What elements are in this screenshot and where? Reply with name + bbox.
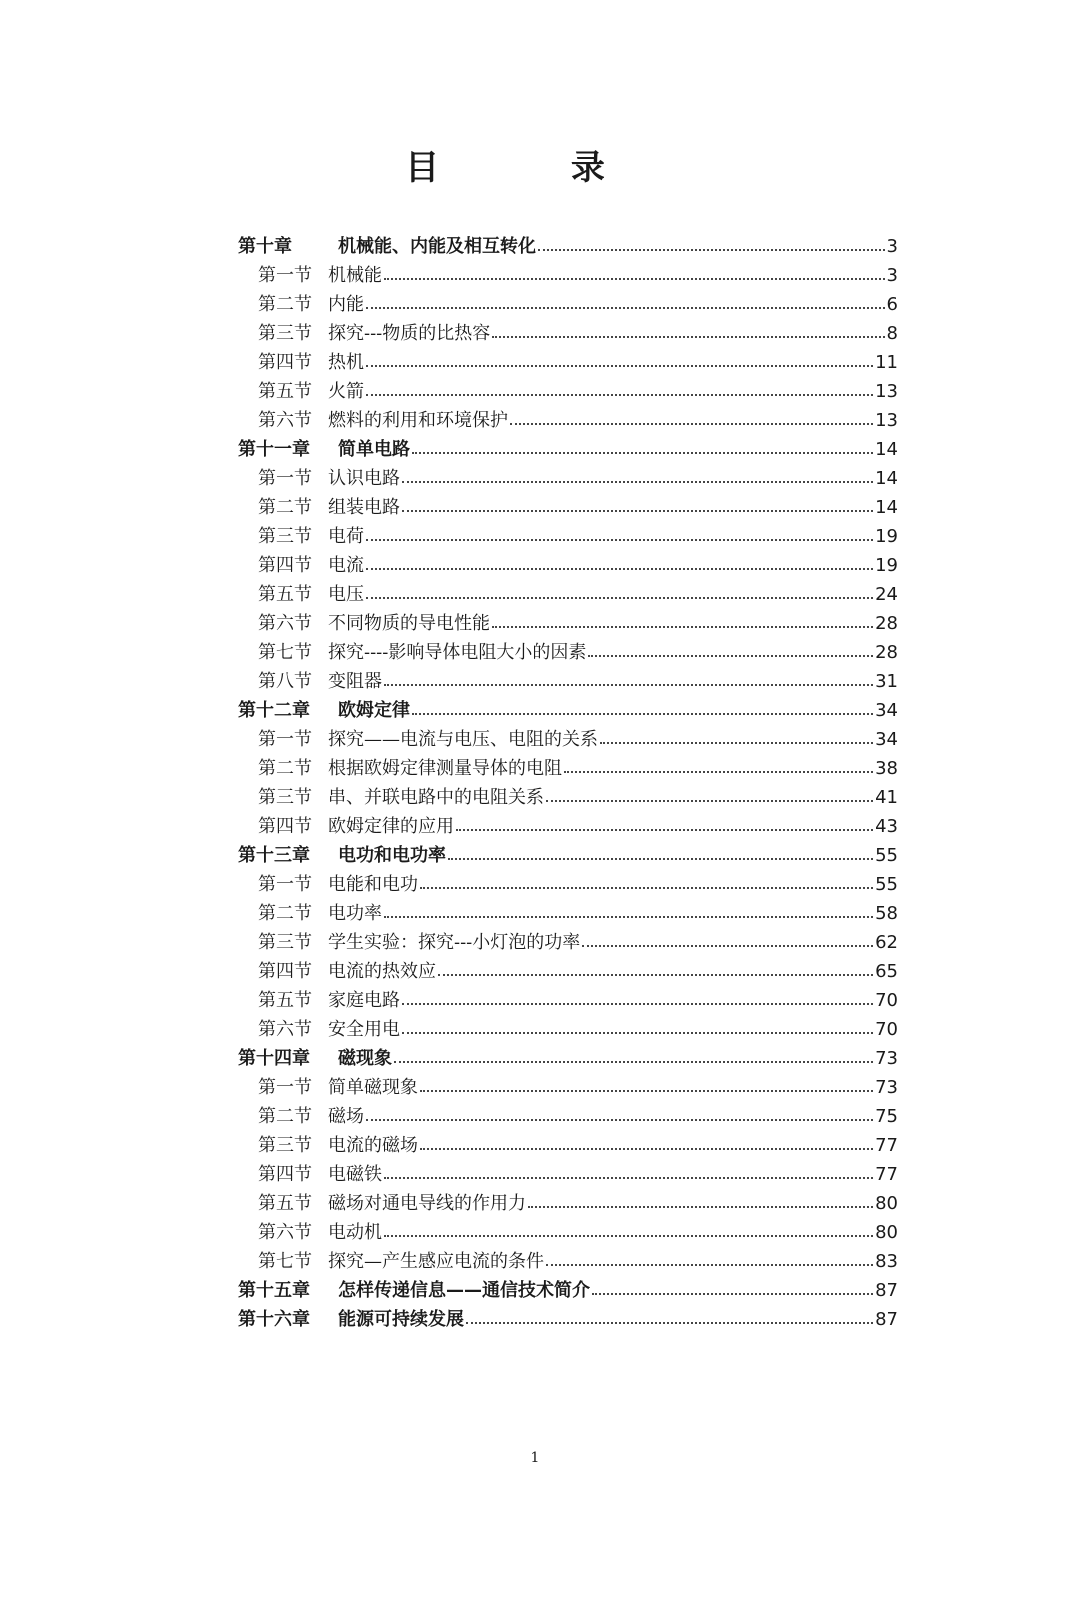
dot-leader <box>564 754 873 773</box>
dot-leader <box>402 986 873 1005</box>
toc-entry-page-number: 38 <box>875 758 898 779</box>
toc-entry-page-number: 77 <box>875 1135 898 1156</box>
toc-section-entry <box>238 1131 898 1160</box>
toc-entry-page-number: 73 <box>875 1048 898 1069</box>
toc-entry-page-number: 28 <box>875 642 898 663</box>
toc-chapter-entry <box>238 1305 898 1334</box>
toc-entry-page-number: 58 <box>875 903 898 924</box>
toc-entry-page-number: 80 <box>875 1193 898 1214</box>
toc-section-entry <box>238 1102 898 1131</box>
toc-section-entry <box>238 493 898 522</box>
toc-entry-number: 第一节 <box>258 265 312 286</box>
toc-section-entry <box>238 522 898 551</box>
toc-section-entry <box>238 899 898 928</box>
toc-entry-title: 变阻器 <box>328 671 382 692</box>
dot-leader <box>366 522 873 541</box>
dot-leader <box>384 1218 873 1237</box>
dot-leader <box>438 957 873 976</box>
dot-leader <box>546 783 873 802</box>
toc-chapter-entry <box>238 841 898 870</box>
dot-leader <box>448 841 873 860</box>
toc-section-entry <box>238 957 898 986</box>
toc-entry-number: 第三节 <box>258 932 312 953</box>
toc-entry-page-number: 55 <box>875 845 898 866</box>
toc-entry-title: 电动机 <box>328 1222 382 1243</box>
toc-entry-page-number: 24 <box>875 584 898 605</box>
toc-section-entry <box>238 667 898 696</box>
toc-entry-number: 第四节 <box>258 352 312 373</box>
toc-section-entry <box>238 1015 898 1044</box>
dot-leader <box>420 870 873 889</box>
dot-leader <box>592 1276 873 1295</box>
toc-entry-page-number: 43 <box>875 816 898 837</box>
dot-leader <box>366 290 885 309</box>
toc-entry-title: 欧姆定律 <box>338 700 410 721</box>
dot-leader <box>420 1073 873 1092</box>
toc-section-entry <box>238 986 898 1015</box>
toc-entry-page-number: 19 <box>875 555 898 576</box>
dot-leader <box>600 725 873 744</box>
toc-entry-title: 电磁铁 <box>328 1164 382 1185</box>
toc-entry-title: 磁场对通电导线的作用力 <box>328 1193 526 1214</box>
toc-entry-number: 第六节 <box>258 1222 312 1243</box>
toc-section-entry <box>238 406 898 435</box>
toc-entry-number: 第十三章 <box>238 845 310 866</box>
dot-leader <box>366 348 873 367</box>
toc-entry-number: 第七节 <box>258 642 312 663</box>
toc-entry-page-number: 13 <box>875 410 898 431</box>
toc-entry-title: 电荷 <box>328 526 364 547</box>
dot-leader <box>466 1305 873 1324</box>
toc-entry-title: 磁场 <box>328 1106 364 1127</box>
toc-entry-number: 第八节 <box>258 671 312 692</box>
toc-entry-title: 机械能 <box>328 265 382 286</box>
toc-entry-title: 燃料的利用和环境保护 <box>328 410 508 431</box>
toc-entry-page-number: 3 <box>886 236 898 257</box>
toc-entry-title: 组装电路 <box>328 497 400 518</box>
toc-entry-title: 电流的磁场 <box>328 1135 418 1156</box>
dot-leader <box>412 696 873 715</box>
toc-entry-title: 安全用电 <box>328 1019 400 1040</box>
toc-entry-title: 探究——电流与电压、电阻的关系 <box>328 729 598 750</box>
toc-entry-page-number: 14 <box>875 497 898 518</box>
toc-entry-number: 第十一章 <box>238 439 310 460</box>
dot-leader <box>384 899 873 918</box>
dot-leader <box>366 377 873 396</box>
toc-section-entry <box>238 1073 898 1102</box>
toc-entry-number: 第十五章 <box>238 1280 310 1301</box>
toc-entry-page-number: 55 <box>875 874 898 895</box>
toc-entry-number: 第二节 <box>258 903 312 924</box>
toc-entry-page-number: 8 <box>886 323 898 344</box>
toc-entry-number: 第二节 <box>258 758 312 779</box>
toc-entry-number: 第二节 <box>258 294 312 315</box>
toc-section-entry <box>238 1160 898 1189</box>
toc-entry-page-number: 6 <box>886 294 898 315</box>
dot-leader <box>582 928 873 947</box>
toc-entry-title: 家庭电路 <box>328 990 400 1011</box>
toc-section-entry <box>238 551 898 580</box>
dot-leader <box>366 580 873 599</box>
toc-section-entry <box>238 261 898 290</box>
dot-leader <box>492 319 884 338</box>
toc-section-entry <box>238 870 898 899</box>
toc-entry-title: 内能 <box>328 294 364 315</box>
page-title: 目 录 <box>405 148 665 188</box>
toc-entry-title: 根据欧姆定律测量导体的电阻 <box>328 758 562 779</box>
dot-leader <box>394 1044 873 1063</box>
dot-leader <box>538 232 885 251</box>
toc-entry-number: 第四节 <box>258 816 312 837</box>
dot-leader <box>384 667 873 686</box>
toc-entry-title: 热机 <box>328 352 364 373</box>
toc-entry-title: 探究—产生感应电流的条件 <box>328 1251 544 1272</box>
toc-entry-number: 第六节 <box>258 410 312 431</box>
toc-chapter-entry <box>238 1044 898 1073</box>
toc-chapter-entry <box>238 232 898 261</box>
table-of-contents <box>238 232 898 1334</box>
toc-section-entry <box>238 377 898 406</box>
toc-entry-number: 第六节 <box>258 1019 312 1040</box>
toc-section-entry <box>238 638 898 667</box>
dot-leader <box>510 406 873 425</box>
toc-entry-page-number: 14 <box>875 439 898 460</box>
toc-entry-page-number: 77 <box>875 1164 898 1185</box>
toc-entry-number: 第四节 <box>258 961 312 982</box>
dot-leader <box>528 1189 873 1208</box>
toc-entry-title: 认识电路 <box>328 468 400 489</box>
toc-entry-number: 第二节 <box>258 497 312 518</box>
dot-leader <box>402 493 873 512</box>
toc-entry-title: 电流的热效应 <box>328 961 436 982</box>
toc-entry-page-number: 11 <box>875 352 898 373</box>
toc-entry-page-number: 19 <box>875 526 898 547</box>
toc-entry-page-number: 70 <box>875 990 898 1011</box>
toc-entry-title: 能源可持续发展 <box>338 1309 464 1330</box>
toc-entry-number: 第十四章 <box>238 1048 310 1069</box>
toc-entry-title: 怎样传递信息——通信技术简介 <box>338 1280 590 1301</box>
toc-entry-page-number: 3 <box>886 265 898 286</box>
toc-entry-title: 串、并联电路中的电阻关系 <box>328 787 544 808</box>
page-number: 1 <box>530 1450 540 1466</box>
toc-entry-number: 第三节 <box>258 323 312 344</box>
dot-leader <box>402 1015 873 1034</box>
dot-leader <box>546 1247 873 1266</box>
toc-section-entry <box>238 1218 898 1247</box>
toc-entry-page-number: 80 <box>875 1222 898 1243</box>
toc-section-entry <box>238 348 898 377</box>
toc-entry-page-number: 87 <box>875 1309 898 1330</box>
toc-section-entry <box>238 580 898 609</box>
toc-entry-number: 第一节 <box>258 874 312 895</box>
toc-entry-number: 第一节 <box>258 729 312 750</box>
toc-section-entry <box>238 754 898 783</box>
toc-entry-page-number: 62 <box>875 932 898 953</box>
toc-section-entry <box>238 290 898 319</box>
dot-leader <box>384 261 885 280</box>
toc-entry-number: 第十六章 <box>238 1309 310 1330</box>
dot-leader <box>492 609 873 628</box>
dot-leader <box>588 638 873 657</box>
toc-entry-number: 第十章 <box>238 236 292 257</box>
toc-chapter-entry <box>238 1276 898 1305</box>
toc-entry-title: 火箭 <box>328 381 364 402</box>
toc-entry-number: 第四节 <box>258 1164 312 1185</box>
toc-entry-title: 电功和电功率 <box>338 845 446 866</box>
toc-section-entry <box>238 725 898 754</box>
toc-entry-number: 第五节 <box>258 584 312 605</box>
toc-chapter-entry <box>238 696 898 725</box>
dot-leader <box>366 1102 873 1121</box>
toc-chapter-entry <box>238 435 898 464</box>
toc-entry-number: 第五节 <box>258 381 312 402</box>
toc-entry-page-number: 73 <box>875 1077 898 1098</box>
toc-entry-number: 第三节 <box>258 1135 312 1156</box>
toc-entry-number: 第七节 <box>258 1251 312 1272</box>
toc-entry-title: 不同物质的导电性能 <box>328 613 490 634</box>
toc-entry-title: 电压 <box>328 584 364 605</box>
toc-entry-number: 第三节 <box>258 787 312 808</box>
toc-entry-number: 第六节 <box>258 613 312 634</box>
dot-leader <box>366 551 873 570</box>
toc-section-entry <box>238 1247 898 1276</box>
toc-entry-page-number: 87 <box>875 1280 898 1301</box>
toc-entry-title: 欧姆定律的应用 <box>328 816 454 837</box>
dot-leader <box>456 812 873 831</box>
toc-entry-page-number: 83 <box>875 1251 898 1272</box>
toc-entry-page-number: 41 <box>875 787 898 808</box>
toc-entry-title: 探究----影响导体电阻大小的因素 <box>328 642 587 663</box>
dot-leader <box>402 464 873 483</box>
toc-entry-title: 学生实验：探究---小灯泡的功率 <box>328 932 581 953</box>
toc-section-entry <box>238 783 898 812</box>
toc-entry-number: 第十二章 <box>238 700 310 721</box>
toc-entry-title: 磁现象 <box>338 1048 392 1069</box>
toc-entry-number: 第三节 <box>258 526 312 547</box>
toc-entry-page-number: 13 <box>875 381 898 402</box>
toc-entry-number: 第一节 <box>258 1077 312 1098</box>
toc-entry-page-number: 75 <box>875 1106 898 1127</box>
toc-entry-number: 第五节 <box>258 1193 312 1214</box>
toc-entry-page-number: 65 <box>875 961 898 982</box>
toc-section-entry <box>238 812 898 841</box>
toc-entry-number: 第五节 <box>258 990 312 1011</box>
toc-entry-number: 第一节 <box>258 468 312 489</box>
toc-entry-title: 探究---物质的比热容 <box>328 323 491 344</box>
dot-leader <box>384 1160 873 1179</box>
toc-entry-page-number: 34 <box>875 729 898 750</box>
toc-section-entry <box>238 609 898 638</box>
toc-entry-page-number: 14 <box>875 468 898 489</box>
toc-section-entry <box>238 928 898 957</box>
dot-leader <box>412 435 873 454</box>
toc-entry-number: 第四节 <box>258 555 312 576</box>
toc-entry-title: 机械能、内能及相互转化 <box>338 236 536 257</box>
toc-entry-page-number: 28 <box>875 613 898 634</box>
toc-section-entry <box>238 1189 898 1218</box>
toc-entry-title: 电能和电功 <box>328 874 418 895</box>
toc-entry-number: 第二节 <box>258 1106 312 1127</box>
toc-section-entry <box>238 464 898 493</box>
toc-entry-title: 简单磁现象 <box>328 1077 418 1098</box>
toc-entry-title: 简单电路 <box>338 439 410 460</box>
dot-leader <box>420 1131 873 1150</box>
toc-entry-title: 电流 <box>328 555 364 576</box>
toc-entry-title: 电功率 <box>328 903 382 924</box>
toc-entry-page-number: 70 <box>875 1019 898 1040</box>
toc-section-entry <box>238 319 898 348</box>
toc-entry-page-number: 31 <box>875 671 898 692</box>
toc-entry-page-number: 34 <box>875 700 898 721</box>
